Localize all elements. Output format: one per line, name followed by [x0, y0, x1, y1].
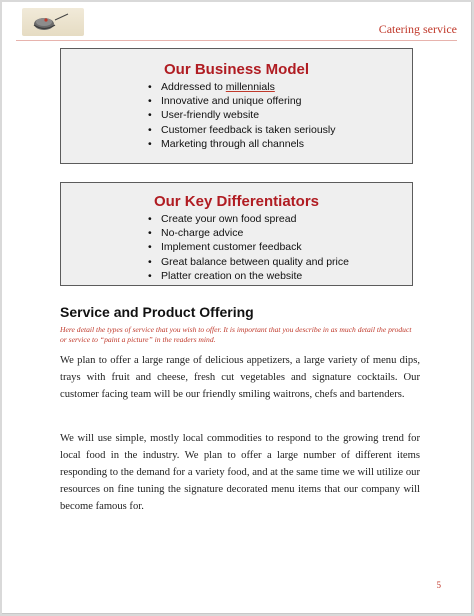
list-item: • Great balance between quality and price	[161, 255, 412, 269]
differentiators-title: Our Key Differentiators	[153, 193, 320, 210]
list-item-text: Addressed to	[161, 81, 226, 93]
header-title: Catering service	[378, 22, 457, 36]
business-model-list	[61, 80, 412, 151]
business-model-box	[60, 48, 413, 164]
catering-logo-icon	[22, 8, 84, 36]
instruction-note: Here detail the types of service that you wish to offer. It is important that you describe in as much detail the product or service to “paint a picture” in the readers mind.	[60, 325, 412, 344]
list-item	[161, 80, 412, 94]
list-item: • Implement customer feedback	[161, 240, 412, 254]
business-model-title: Our Business Model	[163, 61, 310, 78]
document-page	[2, 2, 472, 614]
body-paragraph: We plan to offer a large range of delicious appetizers, a large variety of menu dips, trays with fruit and cheese, fresh cut vegetables and signature cocktails. Our customer facing team will be our friendly smiling waitrons, chefs and bartenders.	[60, 355, 420, 400]
list-item: • Marketing through all channels	[161, 137, 412, 151]
list-item: • No-charge advice	[161, 226, 412, 240]
header-divider	[16, 40, 457, 41]
differentiators-box	[60, 182, 413, 286]
body-paragraph: We will use simple, mostly local commodities to respond to the growing trend for local food in the industry. We plan to offer a large number of different items responding to the demand for a variety food, and at the same time we will utilize our resources on fine tuning the signature decorated menu items that our company will become famous for.	[60, 433, 420, 512]
list-item: • Platter creation on the website	[161, 269, 412, 283]
list-item: • User-friendly website	[161, 108, 412, 122]
list-item: • Innovative and unique offering	[161, 94, 412, 108]
list-item: • Customer feedback is taken seriously	[161, 123, 412, 137]
differentiators-list	[61, 212, 412, 283]
company-logo	[22, 8, 84, 36]
list-item-emphasis: millennials	[225, 81, 275, 93]
section-heading: Service and Product Offering	[60, 304, 254, 320]
list-item: • Create your own food spread	[161, 212, 412, 226]
page-number: 5	[436, 580, 441, 590]
